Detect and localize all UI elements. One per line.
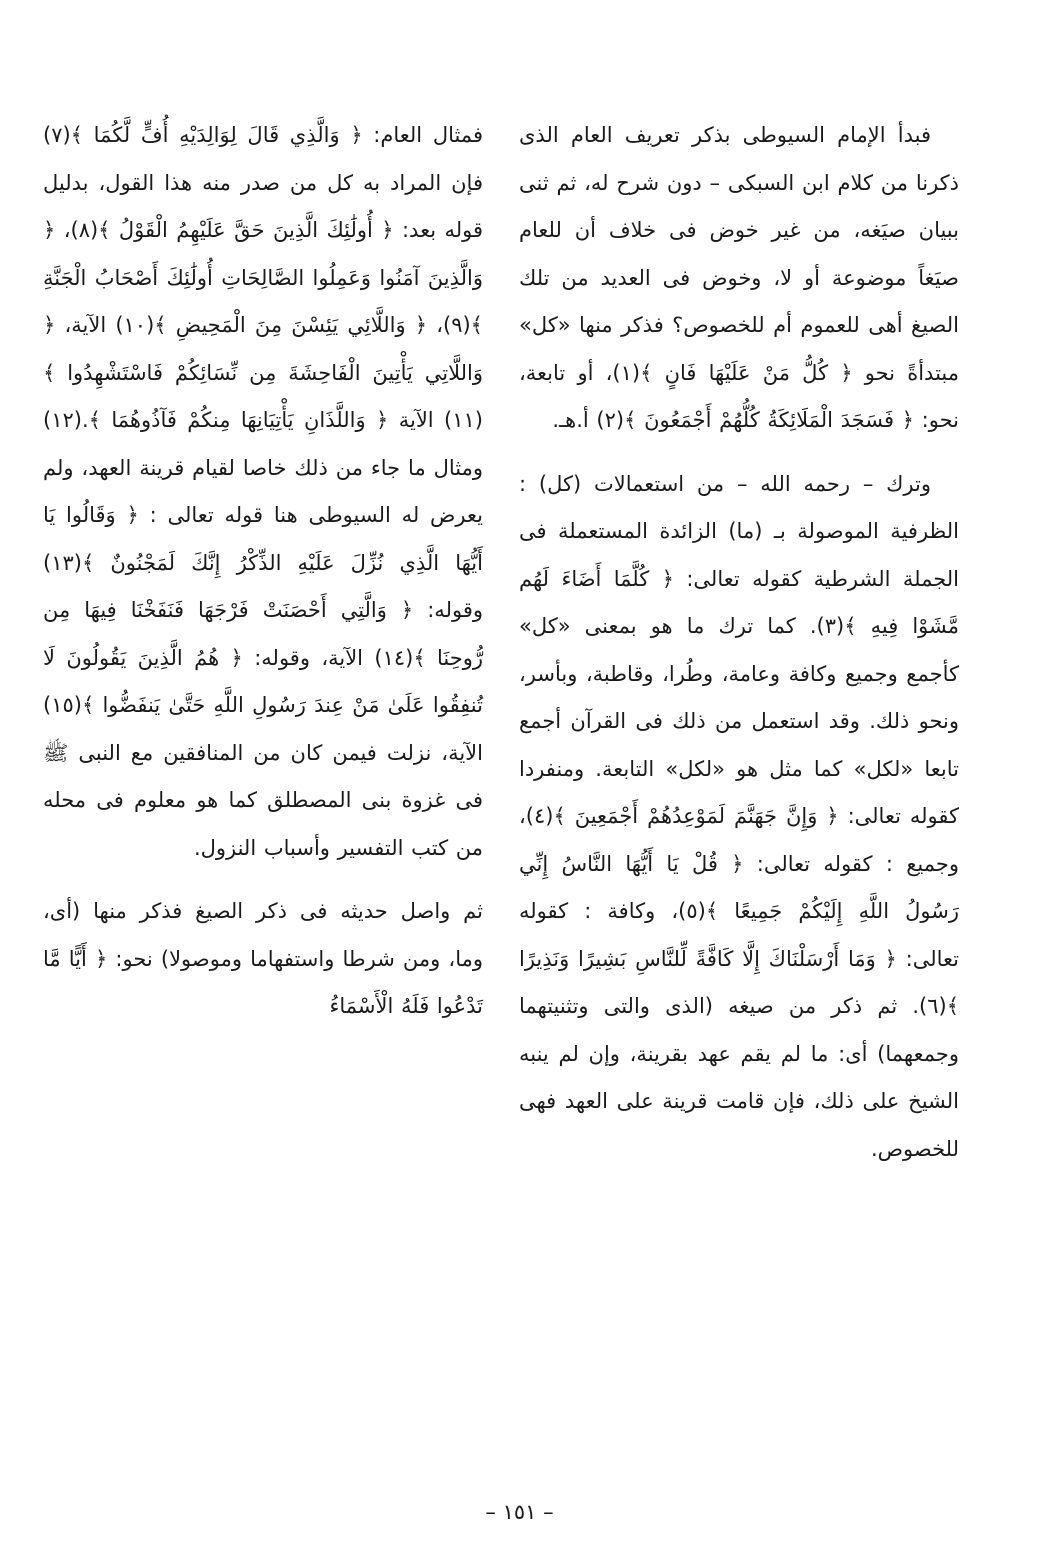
- paragraph: فبدأ الإمام السيوطى بذكر تعريف العام الذى ذكرنا من كلام ابن السبكى – دون شرح له، ثم ثنى ببيان صيَغه، من غير خوض فى خلاف أن للعام صيَغاً موضوعة أو لا، وخوض فى العديد من تلك الصيغ أهى للعموم أم للخصوص؟ فذكر منها «كل» مبتدأةً نحو ﴿ كُلُّ مَنْ عَلَيْهَا فَانٍ ﴾(١)، أو تابعة، نحو: ﴿ فَسَجَدَ الْمَلَائِكَةُ كُلُّهُمْ أَجْمَعُونَ ﴾(٢) أ.هـ.: [519, 123, 960, 432]
- paragraph: وترك – رحمه الله – من استعمالات (كل) : الظرفية الموصولة بـ (ما) الزائدة المستعملة فى الجملة الشرطية كقوله تعالى: ﴿ كُلَّمَا أَضَاءَ لَهُم مَّشَوْا فِيهِ ﴾(٣). كما ترك ما هو بمعنى «كل» كأجمع وجميع وكافة وعامة، وطُرا، وقاطبة، وبأسر، ونحو ذلك. وقد استعمل من ذلك فى القرآن أجمع تابعا «لكل» كما مثل هو «لكل» التابعة. ومنفردا كقوله تعالى: ﴿ وَإِنَّ جَهَنَّمَ لَمَوْعِدُهُمْ أَجْمَعِينَ ﴾(٤)، وجميع : كقوله تعالى: ﴿ قُلْ يَا أَيُّهَا النَّاسُ إِنِّي رَسُولُ اللَّهِ إِلَيْكُمْ جَمِيعًا ﴾(٥)، وكافة : كقوله تعالى: ﴿ وَمَا أَرْسَلْنَاكَ إِلَّا كَافَّةً لِّلنَّاسِ بَشِيرًا وَنَذِيرًا ﴾(٦). ثم ذكر من صيغه (الذى والتى وتثنيتهما وجمعهما) أى: ما لم يقم عهد بقرينة، وإن لم ينبه الشيخ على ذلك، فإن قامت قرينة على العهد فهى للخصوص.: [519, 471, 959, 1161]
- paragraph: فمثال العام: ﴿ وَالَّذِي قَالَ لِوَالِدَيْهِ أُفٍّ لَّكُمَا ﴾(٧) فإن المراد به كل من صدر منه هذا القول، بدليل قوله بعد: ﴿ أُولَٰئِكَ الَّذِينَ حَقَّ عَلَيْهِمُ الْقَوْلُ ﴾(٨)، ﴿ وَالَّذِينَ آمَنُوا وَعَمِلُوا الصَّالِحَاتِ أُولَٰئِكَ أَصْحَابُ الْجَنَّةِ ﴾(٩)، ﴿ وَاللَّائِي يَئِسْنَ مِنَ الْمَحِيضِ ﴾(١٠) الآية، ﴿ وَاللَّاتِي يَأْتِينَ الْفَاحِشَةَ مِن نِّسَائِكُمْ فَاسْتَشْهِدُوا ﴾(١١) الآية ﴿ وَاللَّذَانِ يَأْتِيَانِهَا مِنكُمْ فَآذُوهُمَا ﴾.(١٢) ومثال ما جاء من ذلك خاصا لقيام قرينة العهد، ولم يعرض له السيوطى هنا قوله تعالى : ﴿ وَقَالُوا يَا أَيُّهَا الَّذِي نُزِّلَ عَلَيْهِ الذِّكْرُ إِنَّكَ لَمَجْنُونٌ ﴾(١٣) وقوله: ﴿ وَالَّتِي أَحْصَنَتْ فَرْجَهَا فَنَفَخْنَا فِيهَا مِن رُّوحِنَا ﴾(١٤) الآية، وقوله: ﴿ هُمُ الَّذِينَ يَقُولُونَ لَا تُنفِقُوا عَلَىٰ مَنْ عِندَ رَسُولِ اللَّهِ حَتَّىٰ يَنفَضُّوا ﴾(١٥) الآية، نزلت فيمن كان من المنافقين مع النبى ﷺ فى غزوة بنى المصطلق كما هو معلوم فى محله من كتب التفسير وأسباب النزول.: [43, 123, 483, 860]
- page-number: – ١٥١ –: [485, 1500, 554, 1524]
- left-text-column: [43, 112, 483, 1031]
- paragraph: ثم واصل حديثه فى ذكر الصيغ فذكر منها (أى، وما، ومن شرطا واستفهاما وموصولا) نحو: ﴿ أَيًّا مَّا تَدْعُوا فَلَهُ الْأَسْمَاءُ: [43, 899, 483, 1018]
- right-text-column: [519, 112, 959, 1173]
